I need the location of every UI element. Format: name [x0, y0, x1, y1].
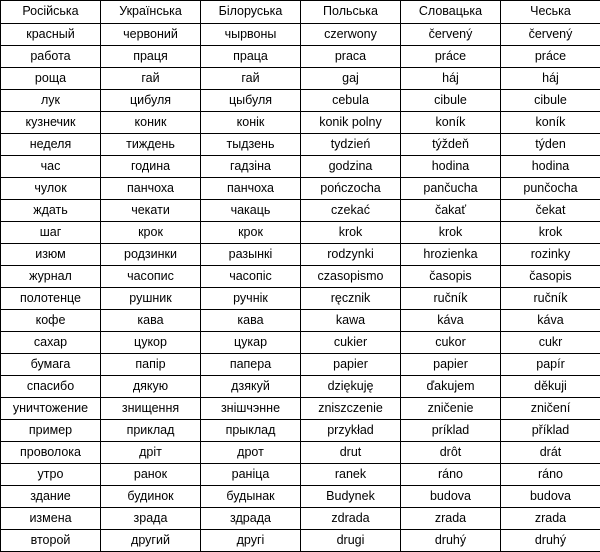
cell-belarusian: другі	[201, 530, 301, 552]
cell-ukrainian: коник	[101, 112, 201, 134]
cell-slovak: háj	[401, 68, 501, 90]
cell-russian: шаг	[1, 222, 101, 244]
cell-czech: zrada	[501, 508, 600, 530]
table-row	[1, 288, 600, 310]
cell-russian: измена	[1, 508, 101, 530]
cell-russian: работа	[1, 46, 101, 68]
table-header-row	[1, 1, 600, 24]
cell-ukrainian: година	[101, 156, 201, 178]
cell-ukrainian: цукор	[101, 332, 201, 354]
cell-slovak: budova	[401, 486, 501, 508]
cell-polish: cukier	[301, 332, 401, 354]
cell-czech: druhý	[501, 530, 600, 552]
cell-slovak: drôt	[401, 442, 501, 464]
table-row	[1, 156, 600, 178]
column-header-russian: Російська	[1, 1, 101, 24]
table-row	[1, 530, 600, 552]
cell-belarusian: конік	[201, 112, 301, 134]
cell-polish: ręcznik	[301, 288, 401, 310]
cell-ukrainian: зрада	[101, 508, 201, 530]
table-row	[1, 200, 600, 222]
cell-ukrainian: приклад	[101, 420, 201, 442]
cell-belarusian: ручнік	[201, 288, 301, 310]
column-header-slovak: Словацька	[401, 1, 501, 24]
cell-russian: сахар	[1, 332, 101, 354]
table-row	[1, 464, 600, 486]
cell-polish: praca	[301, 46, 401, 68]
cell-belarusian: будынак	[201, 486, 301, 508]
table-row	[1, 244, 600, 266]
cell-czech: děkuji	[501, 376, 600, 398]
cell-czech: čekat	[501, 200, 600, 222]
cell-czech: práce	[501, 46, 600, 68]
cell-polish: przykład	[301, 420, 401, 442]
cell-czech: krok	[501, 222, 600, 244]
cell-slovak: červený	[401, 24, 501, 46]
table-row	[1, 222, 600, 244]
cell-russian: журнал	[1, 266, 101, 288]
cell-russian: изюм	[1, 244, 101, 266]
cell-belarusian: папера	[201, 354, 301, 376]
cell-slovak: zrada	[401, 508, 501, 530]
cell-belarusian: часопіс	[201, 266, 301, 288]
column-header-czech: Чеська	[501, 1, 600, 24]
cell-slovak: hrozienka	[401, 244, 501, 266]
cell-ukrainian: будинок	[101, 486, 201, 508]
cell-czech: háj	[501, 68, 600, 90]
cell-belarusian: праца	[201, 46, 301, 68]
table-row	[1, 178, 600, 200]
cell-polish: drut	[301, 442, 401, 464]
cell-czech: červený	[501, 24, 600, 46]
table-row	[1, 134, 600, 156]
cell-belarusian: чырвоны	[201, 24, 301, 46]
cell-ukrainian: гай	[101, 68, 201, 90]
cell-polish: papier	[301, 354, 401, 376]
cell-belarusian: гай	[201, 68, 301, 90]
cell-belarusian: разынкі	[201, 244, 301, 266]
table-row	[1, 68, 600, 90]
cell-belarusian: знішчэнне	[201, 398, 301, 420]
cell-czech: káva	[501, 310, 600, 332]
cell-russian: бумага	[1, 354, 101, 376]
cell-slovak: druhý	[401, 530, 501, 552]
cell-ukrainian: рушник	[101, 288, 201, 310]
cell-russian: спасибо	[1, 376, 101, 398]
cell-ukrainian: дріт	[101, 442, 201, 464]
cell-russian: второй	[1, 530, 101, 552]
cell-ukrainian: кава	[101, 310, 201, 332]
cell-belarusian: цукар	[201, 332, 301, 354]
cell-slovak: papier	[401, 354, 501, 376]
table-row	[1, 442, 600, 464]
cell-russian: лук	[1, 90, 101, 112]
table-row	[1, 354, 600, 376]
table-row	[1, 486, 600, 508]
cell-polish: zniszczenie	[301, 398, 401, 420]
table-row	[1, 420, 600, 442]
cell-polish: kawa	[301, 310, 401, 332]
cell-ukrainian: другий	[101, 530, 201, 552]
cell-belarusian: крок	[201, 222, 301, 244]
cell-polish: czekać	[301, 200, 401, 222]
cell-polish: rodzynki	[301, 244, 401, 266]
cell-russian: полотенце	[1, 288, 101, 310]
cell-polish: drugi	[301, 530, 401, 552]
cell-belarusian: здрада	[201, 508, 301, 530]
cell-ukrainian: родзинки	[101, 244, 201, 266]
table-row	[1, 90, 600, 112]
cell-polish: cebula	[301, 90, 401, 112]
cell-czech: budova	[501, 486, 600, 508]
cell-russian: уничтожение	[1, 398, 101, 420]
cell-belarusian: дрот	[201, 442, 301, 464]
cell-russian: утро	[1, 464, 101, 486]
cell-ukrainian: червоний	[101, 24, 201, 46]
cell-ukrainian: дякую	[101, 376, 201, 398]
table-row	[1, 112, 600, 134]
cell-polish: dziękuję	[301, 376, 401, 398]
cell-polish: krok	[301, 222, 401, 244]
cell-czech: cibule	[501, 90, 600, 112]
cell-polish: czasopismo	[301, 266, 401, 288]
cell-polish: gaj	[301, 68, 401, 90]
cell-czech: hodina	[501, 156, 600, 178]
cell-slovak: časopis	[401, 266, 501, 288]
cell-slovak: cibule	[401, 90, 501, 112]
cell-belarusian: цыбуля	[201, 90, 301, 112]
cell-belarusian: кава	[201, 310, 301, 332]
cell-slovak: krok	[401, 222, 501, 244]
cell-russian: пример	[1, 420, 101, 442]
cell-ukrainian: чекати	[101, 200, 201, 222]
table-row	[1, 24, 600, 46]
cell-polish: pończocha	[301, 178, 401, 200]
column-header-ukrainian: Українська	[101, 1, 201, 24]
cell-polish: godzina	[301, 156, 401, 178]
cell-czech: časopis	[501, 266, 600, 288]
table-row	[1, 310, 600, 332]
cell-czech: týden	[501, 134, 600, 156]
cell-czech: příklad	[501, 420, 600, 442]
cell-russian: час	[1, 156, 101, 178]
cell-slovak: koník	[401, 112, 501, 134]
cell-belarusian: панчоха	[201, 178, 301, 200]
cell-slovak: príklad	[401, 420, 501, 442]
cell-belarusian: раніца	[201, 464, 301, 486]
cell-slovak: týždeň	[401, 134, 501, 156]
cell-slovak: pančucha	[401, 178, 501, 200]
cell-ukrainian: праця	[101, 46, 201, 68]
cell-russian: красный	[1, 24, 101, 46]
cell-russian: кофе	[1, 310, 101, 332]
cell-ukrainian: цибуля	[101, 90, 201, 112]
cell-russian: проволока	[1, 442, 101, 464]
cell-czech: punčocha	[501, 178, 600, 200]
cell-czech: cukr	[501, 332, 600, 354]
cell-belarusian: дзякуй	[201, 376, 301, 398]
cell-belarusian: чакаць	[201, 200, 301, 222]
cell-polish: czerwony	[301, 24, 401, 46]
cell-ukrainian: тиждень	[101, 134, 201, 156]
cell-slovak: cukor	[401, 332, 501, 354]
cell-belarusian: прыклад	[201, 420, 301, 442]
table-row	[1, 508, 600, 530]
table-header	[1, 1, 600, 24]
cell-ukrainian: крок	[101, 222, 201, 244]
cell-czech: zničení	[501, 398, 600, 420]
cell-czech: ručník	[501, 288, 600, 310]
cell-czech: koník	[501, 112, 600, 134]
column-header-belarusian: Білоруська	[201, 1, 301, 24]
cell-russian: здание	[1, 486, 101, 508]
table-row	[1, 398, 600, 420]
table-row	[1, 266, 600, 288]
cell-polish: konik polny	[301, 112, 401, 134]
cell-belarusian: гадзіна	[201, 156, 301, 178]
cell-czech: rozinky	[501, 244, 600, 266]
cell-czech: ráno	[501, 464, 600, 486]
table-body	[1, 24, 600, 552]
cell-czech: drát	[501, 442, 600, 464]
cell-czech: papír	[501, 354, 600, 376]
cell-slovak: ručník	[401, 288, 501, 310]
cell-polish: tydzień	[301, 134, 401, 156]
cell-slovak: práce	[401, 46, 501, 68]
cell-slovak: čakať	[401, 200, 501, 222]
cell-ukrainian: панчоха	[101, 178, 201, 200]
cell-polish: Budynek	[301, 486, 401, 508]
table-row	[1, 46, 600, 68]
table-row	[1, 376, 600, 398]
cell-slovak: ráno	[401, 464, 501, 486]
column-header-polish: Польська	[301, 1, 401, 24]
cell-slovak: zničenie	[401, 398, 501, 420]
cell-russian: кузнечик	[1, 112, 101, 134]
cell-polish: ranek	[301, 464, 401, 486]
cell-belarusian: тыдзень	[201, 134, 301, 156]
cell-ukrainian: часопис	[101, 266, 201, 288]
cell-ukrainian: папір	[101, 354, 201, 376]
cell-slovak: hodina	[401, 156, 501, 178]
cell-slovak: káva	[401, 310, 501, 332]
cell-russian: ждать	[1, 200, 101, 222]
cell-russian: неделя	[1, 134, 101, 156]
cell-ukrainian: ранок	[101, 464, 201, 486]
cell-polish: zdrada	[301, 508, 401, 530]
cell-ukrainian: знищення	[101, 398, 201, 420]
cell-russian: роща	[1, 68, 101, 90]
cell-slovak: ďakujem	[401, 376, 501, 398]
cell-russian: чулок	[1, 178, 101, 200]
table-row	[1, 332, 600, 354]
